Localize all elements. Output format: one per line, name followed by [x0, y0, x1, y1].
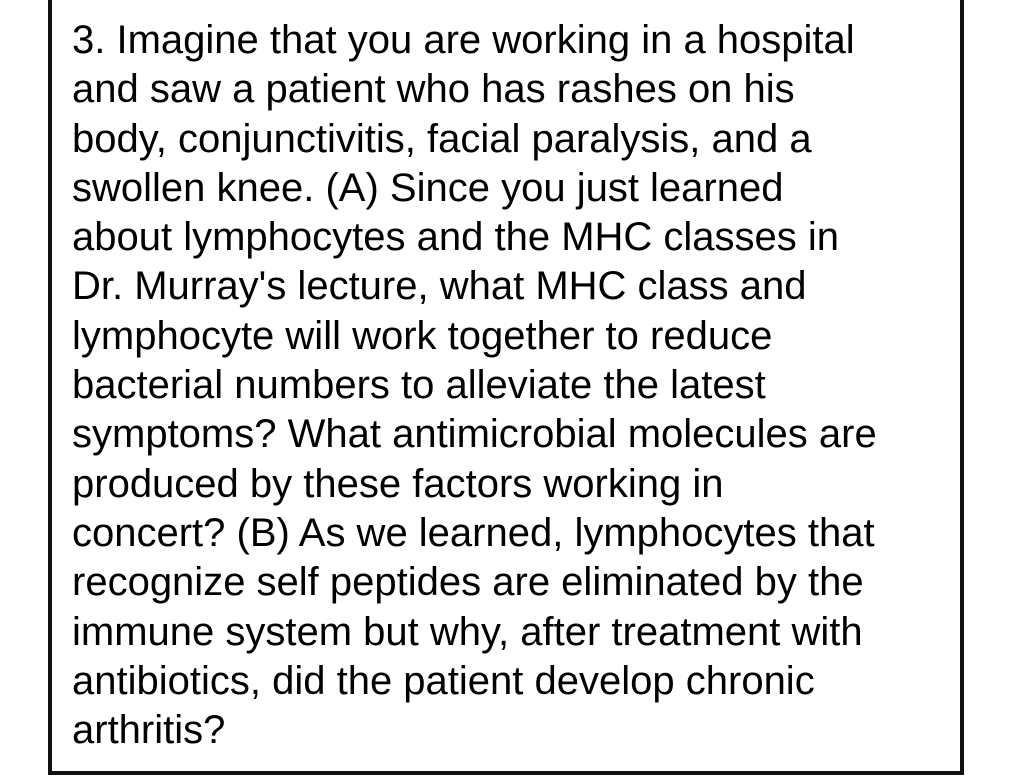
question-line: bacterial numbers to alleviate the latest: [72, 363, 766, 408]
question-box: [48, 0, 964, 775]
question-line: lymphocyte will work together to reduce: [72, 313, 773, 358]
question-line: Dr. Murray's lecture, what MHC class and: [72, 264, 807, 309]
question-line: antibiotics, did the patient develop chronic: [72, 658, 815, 703]
question-text: [72, 16, 877, 755]
question-line: body, conjunctivitis, facial paralysis, and a: [72, 116, 812, 161]
question-line: recognize self peptides are eliminated by the: [72, 560, 864, 605]
question-line: and saw a patient who has rashes on his: [72, 67, 795, 112]
question-line: arthritis?: [72, 708, 226, 753]
question-line: swollen knee. (A) Since you just learned: [72, 165, 784, 210]
question-line: concert? (B) As we learned, lymphocytes that: [72, 510, 875, 555]
question-line: produced by these factors working in: [72, 461, 724, 506]
question-line: about lymphocytes and the MHC classes in: [72, 215, 840, 260]
question-line: immune system but why, after treatment with: [72, 609, 863, 654]
question-line: symptoms? What antimicrobial molecules are: [72, 412, 877, 457]
question-line: 3. Imagine that you are working in a hospital: [72, 18, 855, 62]
